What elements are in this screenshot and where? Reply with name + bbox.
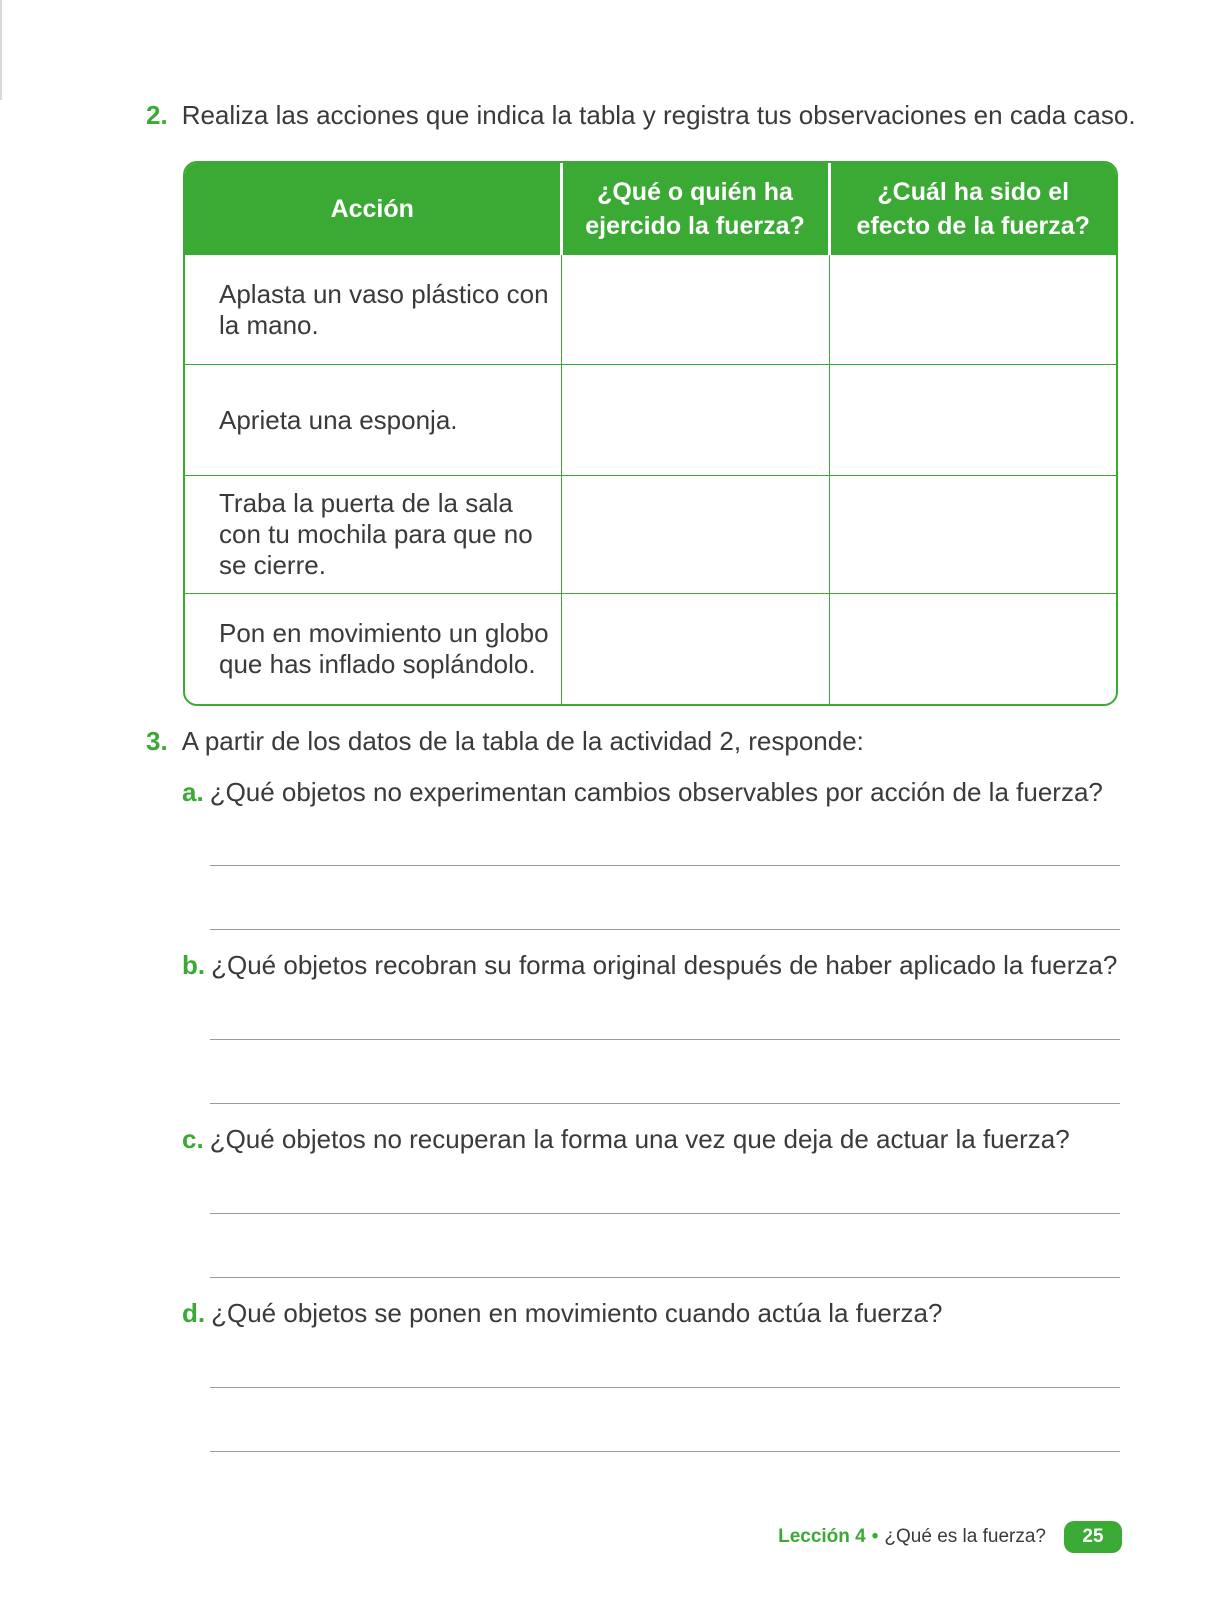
table-row: [185, 365, 1116, 476]
answer-cell-effect[interactable]: [829, 594, 1116, 705]
lesson-label: Lección 4: [778, 1526, 866, 1547]
action-cell: Traba la puerta de la sala con tu mochila para que no se cierre.: [185, 476, 561, 594]
answer-line[interactable]: [210, 1213, 1120, 1214]
answer-cell-effect[interactable]: [829, 476, 1116, 594]
question-text: ¿Qué objetos no recuperan la forma una vez que deja de actuar la fuerza?: [209, 1124, 1070, 1154]
question-c: [182, 1124, 1070, 1155]
question-letter: b.: [182, 950, 206, 980]
activity-number: 3.: [146, 726, 168, 756]
answer-line[interactable]: [210, 1039, 1120, 1040]
activity-text: Realiza las acciones que indica la tabla y registra tus observaciones en cada caso.: [181, 100, 1136, 130]
bullet-separator: •: [871, 1526, 879, 1547]
question-letter: c.: [182, 1124, 204, 1154]
action-cell: Pon en movimiento un globo que has inflado soplándolo.: [185, 594, 561, 705]
header-quien-ejercio: ¿Qué o quién ha ejercido la fuerza?: [561, 163, 829, 255]
header-accion: Acción: [185, 163, 561, 255]
answer-cell-who[interactable]: [561, 594, 829, 705]
activity-number: 2.: [146, 100, 168, 130]
page-edge-line: [0, 0, 2, 100]
table-header-row: [185, 163, 1116, 255]
activity-2-instruction: [146, 100, 1136, 131]
answer-line[interactable]: [210, 929, 1120, 930]
question-a: [182, 777, 1103, 808]
question-text: ¿Qué objetos no experimentan cambios observables por acción de la fuerza?: [209, 777, 1103, 807]
observation-table: [183, 161, 1118, 706]
activity-3-instruction: [146, 726, 864, 757]
page-number: 25: [1064, 1521, 1122, 1553]
answer-cell-who[interactable]: [561, 365, 829, 476]
answer-cell-who[interactable]: [561, 255, 829, 365]
answer-cell-effect[interactable]: [829, 365, 1116, 476]
answer-line[interactable]: [210, 865, 1120, 866]
question-b: [182, 950, 1117, 981]
question-letter: d.: [182, 1298, 206, 1328]
question-d: [182, 1298, 942, 1329]
page-footer: [778, 1521, 1122, 1553]
question-text: ¿Qué objetos recobran su forma original después de haber aplicado la fuerza?: [211, 950, 1118, 980]
answer-line[interactable]: [210, 1451, 1120, 1452]
table-row: [185, 594, 1116, 705]
action-cell: Aplasta un vaso plástico con la mano.: [185, 255, 561, 365]
answer-line[interactable]: [210, 1387, 1120, 1388]
header-efecto: ¿Cuál ha sido el efecto de la fuerza?: [829, 163, 1116, 255]
table-row: [185, 255, 1116, 365]
question-text: ¿Qué objetos se ponen en movimiento cuando actúa la fuerza?: [211, 1298, 943, 1328]
lesson-topic: ¿Qué es la fuerza?: [884, 1526, 1046, 1547]
answer-cell-effect[interactable]: [829, 255, 1116, 365]
answer-line[interactable]: [210, 1277, 1120, 1278]
answer-line[interactable]: [210, 1103, 1120, 1104]
action-cell: Aprieta una esponja.: [185, 365, 561, 476]
answer-cell-who[interactable]: [561, 476, 829, 594]
question-letter: a.: [182, 777, 204, 807]
activity-text: A partir de los datos de la tabla de la actividad 2, responde:: [181, 726, 864, 756]
table-row: [185, 476, 1116, 594]
